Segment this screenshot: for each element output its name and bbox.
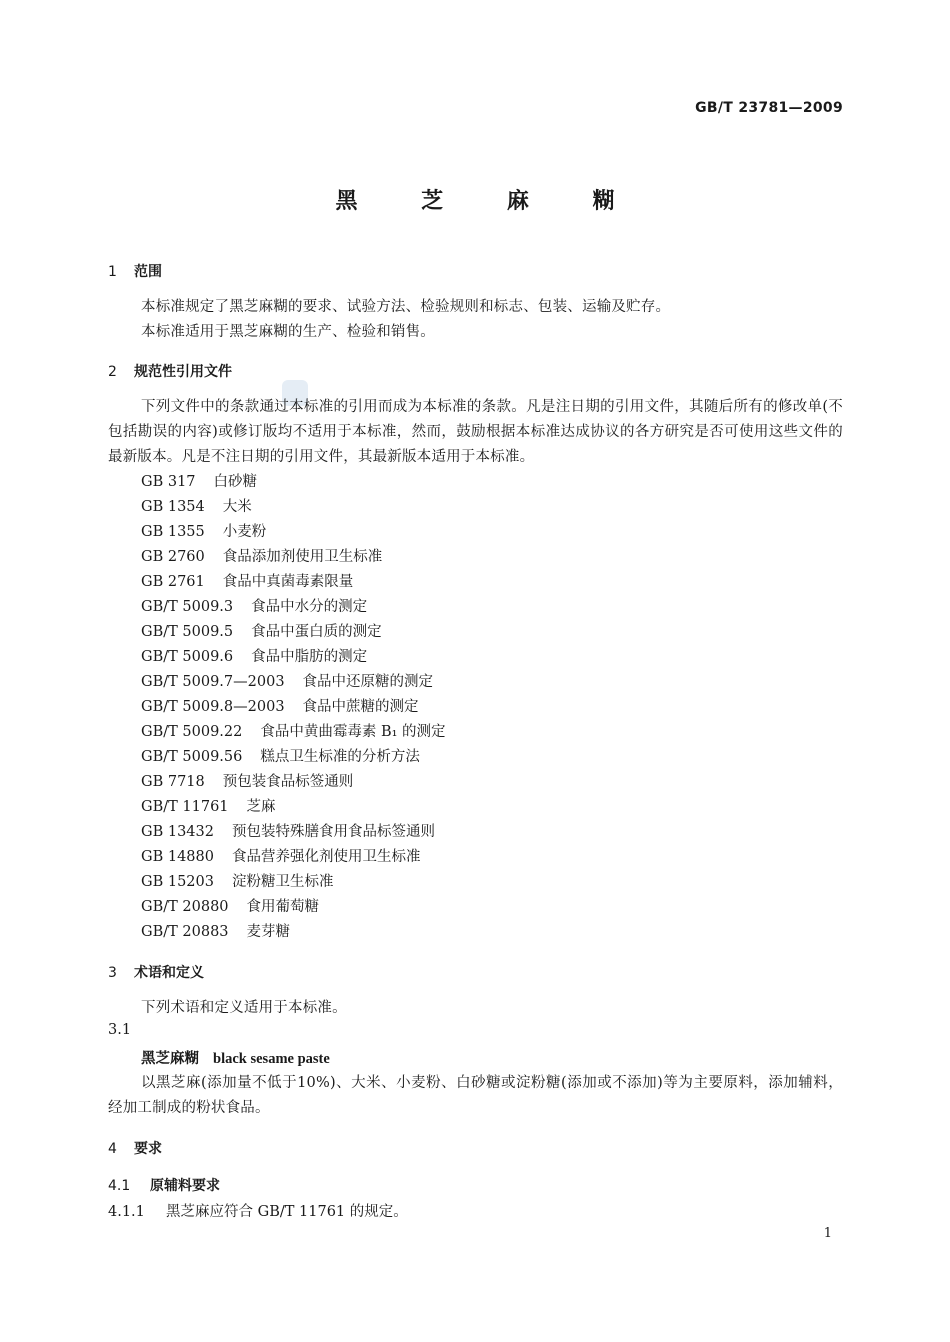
reference-code: GB/T 5009.22 bbox=[141, 724, 243, 740]
clause-4-1-1 bbox=[108, 1200, 408, 1221]
reference-code: GB/T 5009.7—2003 bbox=[141, 674, 285, 690]
section-3-heading bbox=[108, 962, 204, 982]
reference-item bbox=[141, 795, 446, 820]
reference-item bbox=[141, 645, 446, 670]
clause-number: 4.1.1 bbox=[108, 1204, 145, 1220]
reference-item bbox=[141, 695, 446, 720]
reference-code: GB 14880 bbox=[141, 849, 214, 865]
term-entry bbox=[141, 1047, 330, 1068]
reference-code: GB/T 5009.5 bbox=[141, 624, 234, 640]
term-number: 3.1 bbox=[108, 1022, 132, 1038]
term-chinese: 黑芝麻糊 bbox=[141, 1050, 199, 1067]
reference-list bbox=[141, 470, 446, 945]
section-title: 术语和定义 bbox=[134, 965, 204, 981]
reference-code: GB 13432 bbox=[141, 824, 214, 840]
reference-item bbox=[141, 920, 446, 945]
reference-title: 食品中水分的测定 bbox=[251, 599, 368, 615]
section-title: 要求 bbox=[134, 1141, 162, 1157]
reference-title: 芝麻 bbox=[246, 799, 276, 815]
scope-paragraph-1: 本标准规定了黑芝麻糊的要求、试验方法、检验规则和标志、包装、运输及贮存。 bbox=[141, 299, 671, 315]
reference-title: 食品中蛋白质的测定 bbox=[251, 624, 382, 640]
section-title: 范围 bbox=[134, 264, 162, 280]
section-number: 4 bbox=[108, 1141, 117, 1157]
reference-title: 食品中黄曲霉毒素 B₁ 的测定 bbox=[260, 724, 446, 740]
reference-code: GB/T 5009.6 bbox=[141, 649, 234, 665]
reference-code: GB/T 5009.8—2003 bbox=[141, 699, 285, 715]
reference-title: 食品营养强化剂使用卫生标准 bbox=[231, 849, 421, 865]
references-intro-paragraph: 下列文件中的条款通过本标准的引用而成为本标准的条款。凡是注日期的引用文件，其随后所有的修改单(不包括勘误的内容)或修订版均不适用于本标准，然而，鼓励根据本标准达成协议的各方研究是否可使用这些文件的最新版本。凡是不注日期的引用文件，其最新版本适用于本标准。 bbox=[108, 399, 843, 465]
reference-title: 食品中真菌毒素限量 bbox=[222, 574, 354, 590]
reference-title: 麦芽糖 bbox=[246, 924, 291, 940]
reference-title: 食用葡萄糖 bbox=[246, 899, 320, 915]
section-1-heading bbox=[108, 261, 162, 281]
reference-code: GB 2761 bbox=[141, 574, 205, 590]
reference-item bbox=[141, 845, 446, 870]
document-title: 黑 芝 麻 糊 bbox=[335, 189, 643, 214]
scope-paragraph-2: 本标准适用于黑芝麻糊的生产、检验和销售。 bbox=[141, 324, 435, 340]
reference-item bbox=[141, 495, 446, 520]
page-number: 1 bbox=[823, 1226, 832, 1241]
reference-item bbox=[141, 595, 446, 620]
reference-code: GB 2760 bbox=[141, 549, 205, 565]
reference-item bbox=[141, 670, 446, 695]
reference-title: 预包装特殊膳食用食品标签通则 bbox=[231, 824, 435, 840]
reference-title: 白砂糖 bbox=[213, 474, 258, 490]
reference-title: 食品添加剂使用卫生标准 bbox=[222, 549, 383, 565]
reference-title: 小麦粉 bbox=[222, 524, 267, 540]
section-title: 原辅料要求 bbox=[150, 1178, 220, 1194]
standard-code: GB/T 23781—2009 bbox=[695, 100, 843, 116]
reference-code: GB 7718 bbox=[141, 774, 205, 790]
reference-item bbox=[141, 570, 446, 595]
section-4-1-heading bbox=[108, 1175, 220, 1195]
reference-code: GB 15203 bbox=[141, 874, 214, 890]
term-definition-paragraph: 以黑芝麻(添加量不低于10%)、大米、小麦粉、白砂糖或淀粉糖(添加或不添加)等为主要原料，添加辅料，经加工制成的粉状食品。 bbox=[108, 1075, 843, 1116]
reference-item bbox=[141, 470, 446, 495]
section-4-heading bbox=[108, 1138, 162, 1158]
reference-title: 糕点卫生标准的分析方法 bbox=[260, 749, 420, 765]
section-number: 4.1 bbox=[108, 1178, 131, 1194]
reference-code: GB 1354 bbox=[141, 499, 205, 515]
section-number: 1 bbox=[108, 264, 117, 280]
section-number: 3 bbox=[108, 965, 117, 981]
section-2-heading bbox=[108, 361, 232, 381]
reference-code: GB 317 bbox=[141, 474, 196, 490]
reference-code: GB/T 20883 bbox=[141, 924, 229, 940]
reference-item bbox=[141, 720, 446, 745]
reference-title: 食品中蔗糖的测定 bbox=[302, 699, 419, 715]
reference-item bbox=[141, 895, 446, 920]
reference-item bbox=[141, 770, 446, 795]
section-number: 2 bbox=[108, 364, 117, 380]
reference-item bbox=[141, 745, 446, 770]
reference-code: GB/T 5009.56 bbox=[141, 749, 243, 765]
reference-code: GB/T 11761 bbox=[141, 799, 229, 815]
reference-code: GB 1355 bbox=[141, 524, 205, 540]
reference-title: 淀粉糖卫生标准 bbox=[231, 874, 334, 890]
reference-title: 食品中还原糖的测定 bbox=[302, 674, 434, 690]
reference-code: GB/T 20880 bbox=[141, 899, 229, 915]
section-title: 规范性引用文件 bbox=[134, 364, 232, 380]
term-english: black sesame paste bbox=[213, 1051, 330, 1067]
reference-title: 食品中脂肪的测定 bbox=[251, 649, 368, 665]
reference-item bbox=[141, 620, 446, 645]
reference-item bbox=[141, 545, 446, 570]
reference-item bbox=[141, 870, 446, 895]
terms-intro-paragraph: 下列术语和定义适用于本标准。 bbox=[141, 1000, 347, 1016]
reference-code: GB/T 5009.3 bbox=[141, 599, 234, 615]
reference-item bbox=[141, 520, 446, 545]
reference-title: 大米 bbox=[222, 499, 252, 515]
clause-text: 黑芝麻应符合 GB/T 11761 的规定。 bbox=[166, 1204, 408, 1220]
reference-item bbox=[141, 820, 446, 845]
reference-title: 预包装食品标签通则 bbox=[222, 774, 354, 790]
